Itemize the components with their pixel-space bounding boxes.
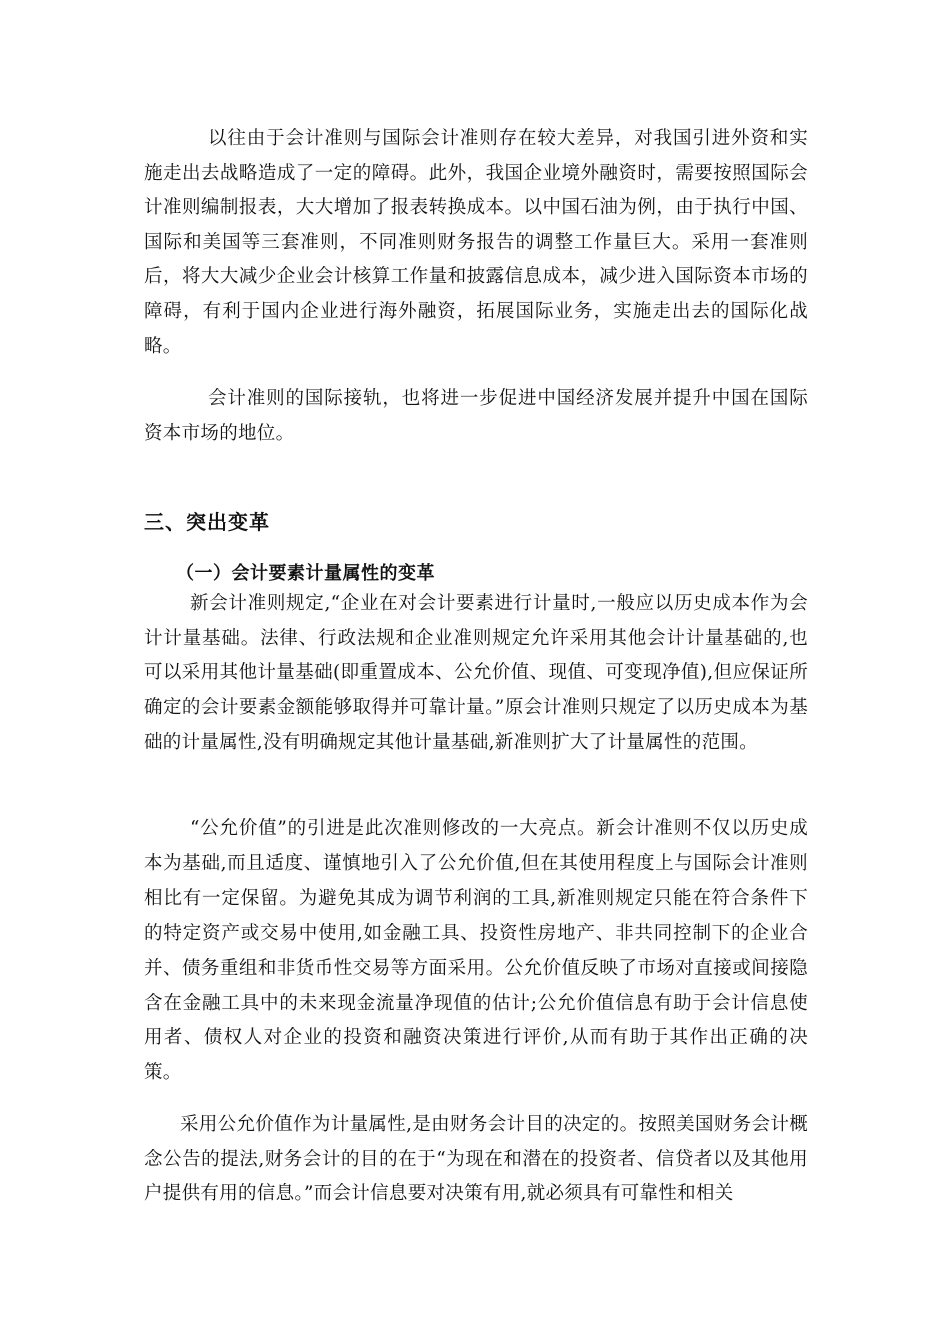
paragraph-international: 会计准则的国际接轨，也将进一步促进中国经济发展并提升中国在国际资本市场的地位。: [144, 388, 808, 444]
sub-heading: （一）会计要素计量属性的变革: [176, 563, 435, 584]
paragraph-accounting-purpose: 采用公允价值作为计量属性,是由财务会计目的决定的。按照美国财务会计概念公告的提法,财务会计的目的在于“为现在和潜在的投资者、信贷者以及其他用户提供有用的信息。”而会计信息要对决策有用,就必须具有可靠性和相关: [144, 1114, 808, 1205]
paragraph-measurement: 新会计准则规定,“企业在对会计要素进行计量时,一般应以历史成本作为会计计量基础。法律、行政法规和企业准则规定允许采用其他会计计量基础的,也可以采用其他计量基础(即重置成本、公允价值、现值、可变现净值),但应保证所确定的会计要素金额能够取得并可靠计量。”原会计准则只规定了以历史成本为基础的计量属性,没有明确规定其他计量基础,新准则扩大了计量属性的范围。: [144, 593, 808, 753]
paragraph-intro: 以往由于会计准则与国际会计准则存在较大差异，对我国引进外资和实施走出去战略造成了一定的障碍。此外，我国企业境外融资时，需要按照国际会计准则编制报表，大大增加了报表转换成本。以中国石油为例，由于执行中国、国际和美国等三套准则，不同准则财务报告的调整工作量巨大。采用一套准则后，将大大减少企业会计核算工作量和披露信息成本，减少进入国际资本市场的障碍，有利于国内企业进行海外融资，拓展国际业务，实施走出去的国际化战略。: [144, 128, 808, 357]
section-heading: 三、突出变革: [144, 510, 270, 534]
paragraph-fair-value: “公允价值”的引进是此次准则修改的一大亮点。新会计准则不仅以历史成本为基础,而且适度、谨慎地引入了公允价值,但在其使用程度上与国际会计准则相比有一定保留。为避免其成为调节利润的工具,新准则规定只能在符合条件下的特定资产或交易中使用,如金融工具、投资性房地产、非共同控制下的企业合并、债务重组和非货币性交易等方面采用。公允价值反映了市场对直接或间接隐含在金融工具中的未来现金流量净现值的估计;公允价值信息有助于会计信息使用者、债权人对企业的投资和融资决策进行评价,从而有助于其作出正确的决策。: [144, 818, 808, 1084]
